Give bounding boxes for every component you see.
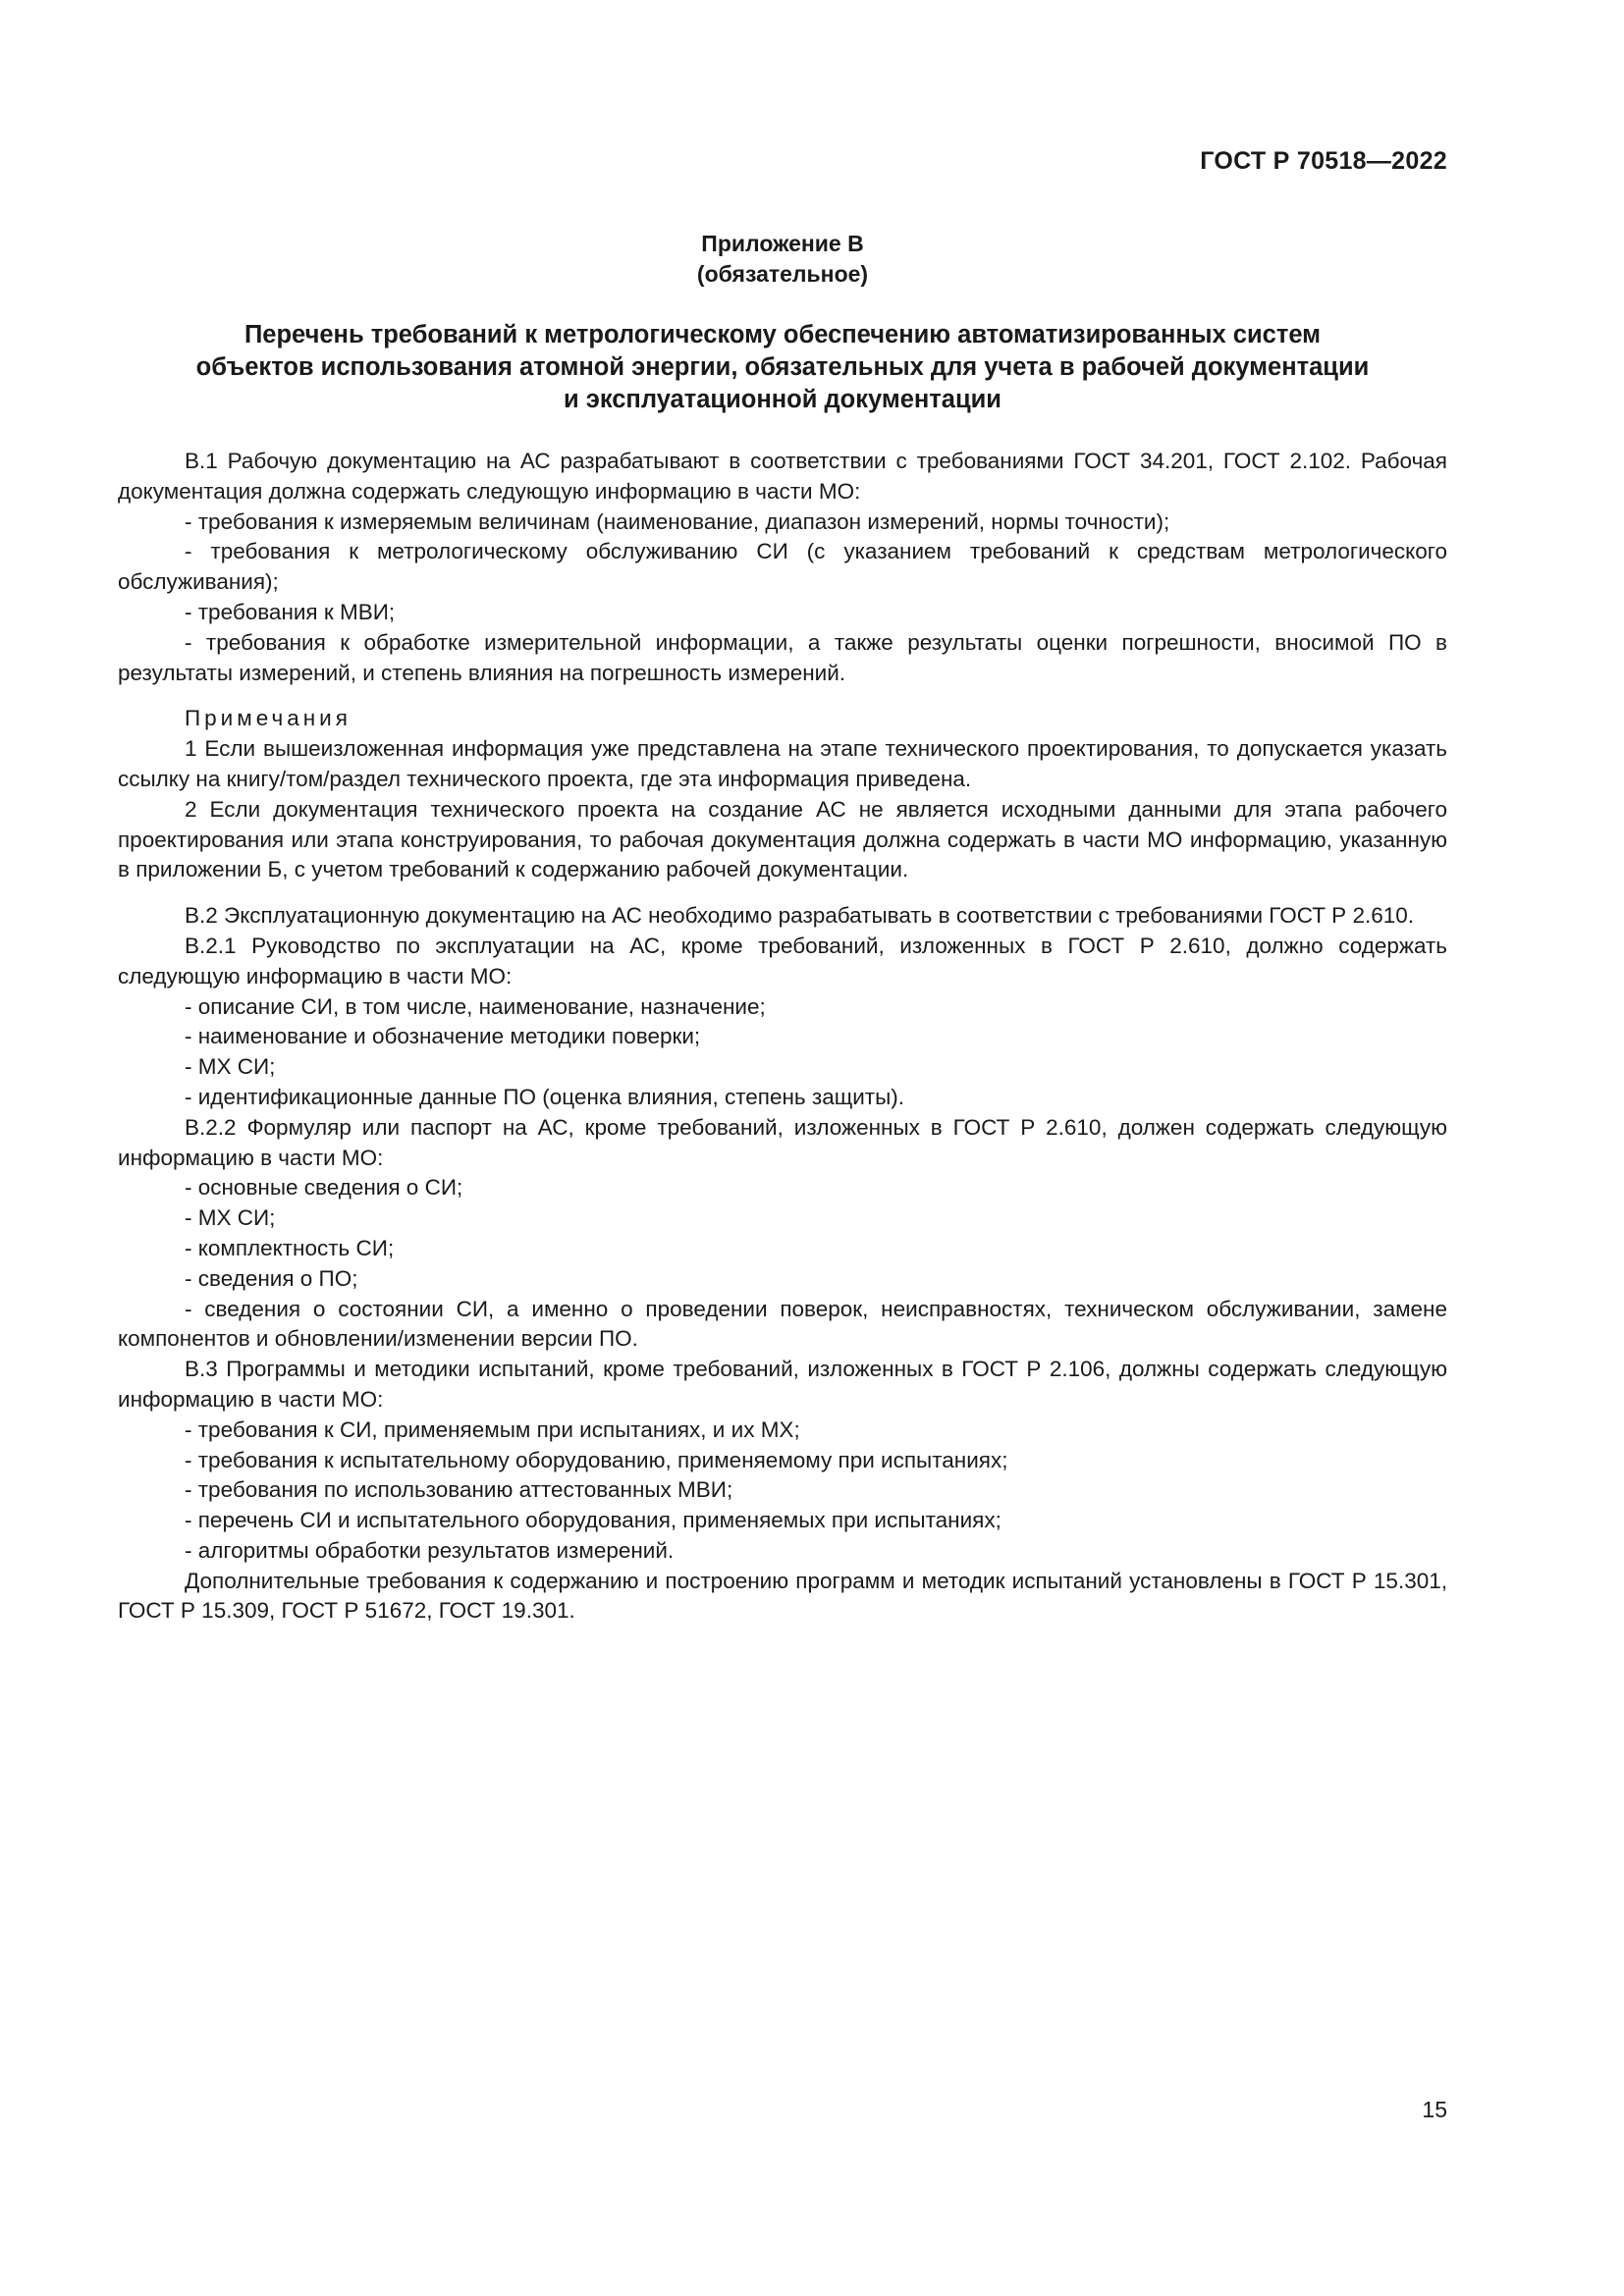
list-item: - МХ СИ; (185, 1205, 276, 1231)
list-item: - сведения о состоянии СИ, а именно о проведении поверок, неисправностях, техническом обслуживании, замене компонентов и обновлении/изменении версии ПО. (118, 1296, 1447, 1352)
list-item: - требования к МВИ; (185, 599, 396, 624)
appendix-title (118, 319, 1447, 416)
page-number: 15 (1422, 2097, 1447, 2122)
list-item: - идентификационные данные ПО (оценка влияния, степень защиты). (185, 1084, 905, 1109)
list-item: - основные сведения о СИ; (185, 1175, 463, 1201)
list-item: - описание СИ, в том числе, наименование, назначение; (185, 993, 766, 1019)
document-body (118, 447, 1447, 1627)
title-line: и эксплуатационной документации (563, 386, 1001, 413)
notes-heading: Примечания (185, 706, 352, 731)
list-item: - перечень СИ и испытательного оборудования, применяемых при испытаниях; (185, 1508, 1001, 1533)
list-item: - требования к СИ, применяемым при испытаниях, и их МХ; (185, 1416, 800, 1442)
list-item: - алгоритмы обработки результатов измерений. (185, 1537, 675, 1563)
list-item: - наименование и обозначение методики поверки; (185, 1024, 701, 1049)
paragraph-b2-2: В.2.2 Формуляр или паспорт на АС, кроме требований, изложенных в ГОСТ Р 2.610, должен содержать следующую информацию в части МО: (118, 1114, 1447, 1170)
paragraph-additional: Дополнительные требования к содержанию и построению программ и методик испытаний установлены в ГОСТ Р 15.301, ГОСТ Р 15.309, ГОСТ Р 51672, ГОСТ 19.301. (118, 1568, 1447, 1624)
list-item: - сведения о ПО; (185, 1265, 358, 1291)
title-line: объектов использования атомной энергии, обязательных для учета в рабочей документации (195, 353, 1370, 381)
list-item: - комплектность СИ; (185, 1235, 395, 1260)
list-item: - требования по использованию аттестованных МВИ; (185, 1477, 733, 1503)
list-item: - требования к измеряемым величинам (наименование, диапазон измерений, нормы точности); (185, 508, 1170, 534)
list-item: - требования к обработке измерительной информации, а также результаты оценки погрешности, вносимой ПО в результаты измерений, и степень влияния на погрешность измерений. (118, 629, 1447, 685)
appendix-status: (обязательное) (696, 261, 869, 287)
appendix-label: Приложение В (701, 231, 864, 256)
appendix-heading (118, 229, 1447, 290)
paragraph-b2: В.2 Эксплуатационную документацию на АС необходимо разрабатывать в соответствии с требованиями ГОСТ Р 2.610. (185, 903, 1415, 929)
paragraph-b3: В.3 Программы и методики испытаний, кроме требований, изложенных в ГОСТ Р 2.106, должны содержать следующую информацию в части МО: (118, 1357, 1447, 1412)
list-item: - требования к испытательному оборудованию, применяемому при испытаниях; (185, 1447, 1008, 1472)
note-1: 1 Если вышеизложенная информация уже представлена на этапе технического проектирования, то допускается указать ссылку на книгу/том/раздел технического проекта, где эта информация приведена. (118, 736, 1447, 791)
paragraph-b1: В.1 Рабочую документацию на АС разрабатывают в соответствии с требованиями ГОСТ 34.201, ГОСТ 2.102. Рабочая документация должна содержать следующую информацию в части МО: (118, 449, 1447, 504)
list-item: - требования к метрологическому обслуживанию СИ (с указанием требований к средствам метрологического обслуживания); (118, 539, 1447, 595)
list-item: - МХ СИ; (185, 1054, 276, 1080)
note-2: 2 Если документация технического проекта на создание АС не является исходными данными для этапа рабочего проектирования или этапа конструирования, то рабочая документация должна содержать в части МО информацию, указанную в приложении Б, с учетом требований к содержанию рабочей документации. (118, 796, 1447, 882)
document-number: ГОСТ Р 70518—2022 (1200, 147, 1447, 175)
title-line: Перечень требований к метрологическому обеспечению автоматизированных систем (244, 321, 1322, 348)
paragraph-b2-1: В.2.1 Руководство по эксплуатации на АС, кроме требований, изложенных в ГОСТ Р 2.610, должно содержать следующую информацию в части МО: (118, 933, 1447, 988)
